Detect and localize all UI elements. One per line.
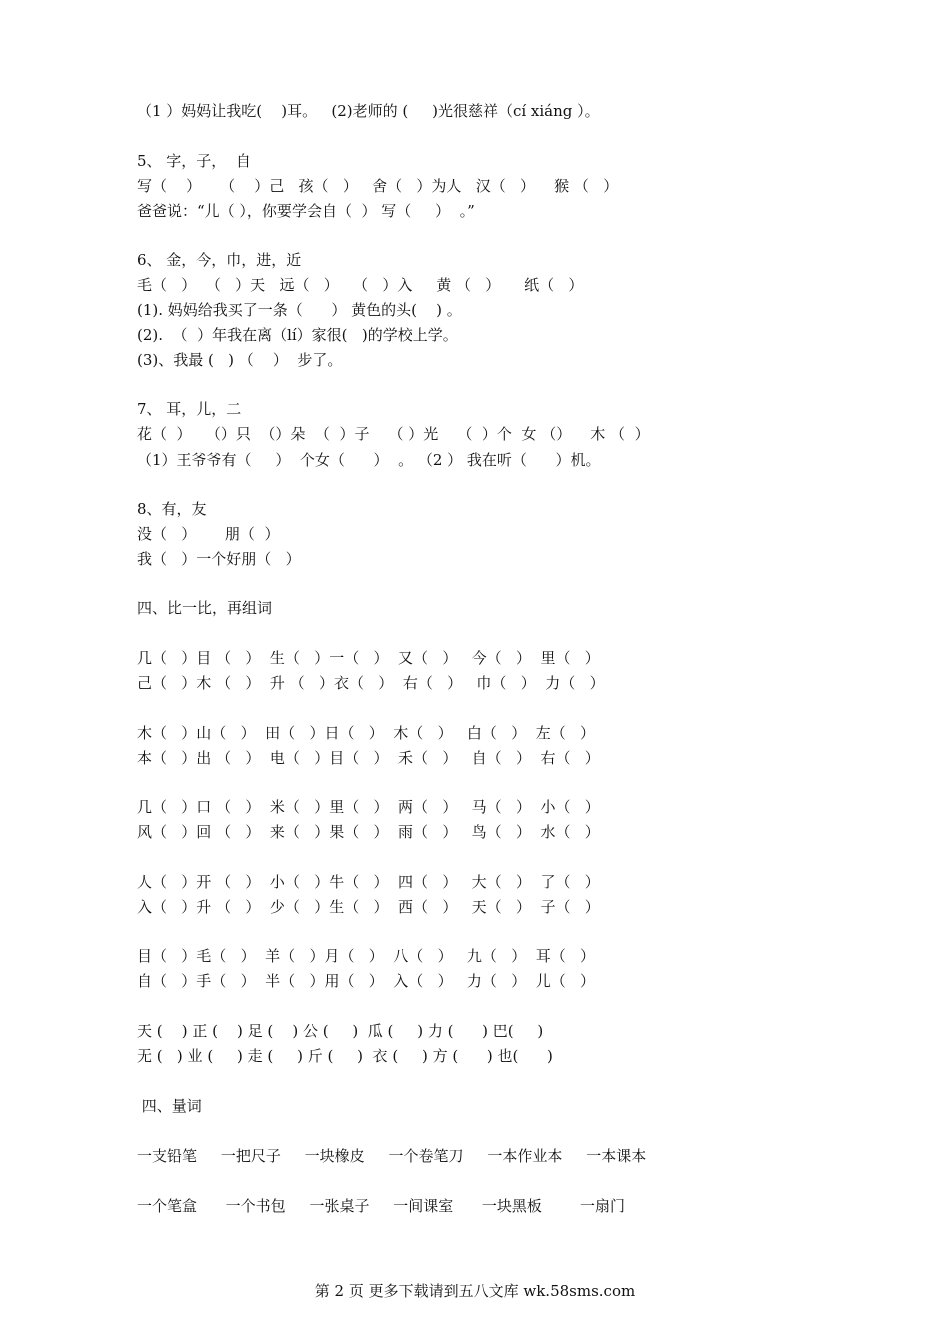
section-heading: 5、 字，子， 自 bbox=[137, 152, 251, 170]
text-line: 我（ ）一个好朋（ ） bbox=[137, 550, 301, 568]
text-line: 一个笔盒 一个书包 一张桌子 一间课室 一块黑板 一扇门 bbox=[137, 1197, 626, 1215]
section-heading: 7、 耳，儿，二 bbox=[137, 400, 242, 418]
section-heading: 8、有，友 bbox=[137, 500, 207, 518]
text-line: 花（ ） （）只 （）朵 （ ）子 （ ）光 （ ）个 女 （） 木 （ ） bbox=[137, 425, 650, 443]
text-line: (3)、我最 ( ) （ ） 步了。 bbox=[137, 351, 343, 369]
text-line: 目（ ）毛（ ） 羊（ ）月（ ） 八（ ） 九（ ） 耳（ ） bbox=[137, 947, 596, 965]
text-line: （1）王爷爷有（ ） 个女（ ） 。 （2 ） 我在听（ ）机。 bbox=[137, 451, 601, 469]
text-line: 本（ ）出 （ ） 电（ ）目（ ） 禾（ ） 自（ ） 右（ ） bbox=[137, 749, 600, 767]
section-heading: 6、 金，今，巾，进，近 bbox=[137, 251, 302, 269]
text-line: 几（ ）目 （ ） 生（ ）一（ ） 又（ ） 今（ ） 里（ ） bbox=[137, 649, 600, 667]
text-line: 人（ ）开 （ ） 小（ ）牛（ ） 四（ ） 大（ ） 了（ ） bbox=[137, 873, 600, 891]
text-line: (2). （ ）年我在离（lí）家很( )的学校上学。 bbox=[137, 326, 458, 344]
text-line: 爸爸说：“儿（ ），你要学会自（ ） 写（ ） 。” bbox=[137, 202, 475, 220]
text-line: 无 ( ) 业 ( ) 走 ( ) 斤 ( ) 衣 ( ) 方 ( ) 也( ) bbox=[137, 1047, 553, 1065]
text-line: 一支铅笔 一把尺子 一块橡皮 一个卷笔刀 一本作业本 一本课本 bbox=[137, 1147, 647, 1165]
text-line: 风（ ）回 （ ） 来（ ）果（ ） 雨（ ） 鸟（ ） 水（ ） bbox=[137, 823, 600, 841]
text-line: 己（ ）木 （ ） 升 （ ）衣（ ） 右（ ） 巾（ ） 力（ ） bbox=[137, 674, 605, 692]
text-line: 木（ ）山（ ） 田（ ）日（ ） 木（ ） 白（ ） 左（ ） bbox=[137, 724, 596, 742]
page-footer: 第 2 页 更多下载请到五八文库 wk.58sms.com bbox=[314, 1282, 636, 1300]
text-line: 天 ( ) 正 ( ) 足 ( ) 公 ( ) 瓜 ( ) 力 ( ) 巴( ) bbox=[137, 1022, 544, 1040]
text-line: 几（ ）口 （ ） 米（ ）里（ ） 两（ ） 马（ ） 小（ ） bbox=[137, 798, 600, 816]
text-line: 入（ ）升 （ ） 少（ ）生（ ） 西（ ） 天（ ） 子（ ） bbox=[137, 898, 600, 916]
text-line: 没（ ） 朋（ ） bbox=[137, 525, 280, 543]
text-line: 写（ ） （ ）己 孩（ ） 舍（ ）为人 汉（ ） 猴 （ ） bbox=[137, 177, 619, 195]
section-heading: 四、比一比，再组词 bbox=[137, 599, 273, 617]
text-line: 自（ ）手（ ） 半（ ）用（ ） 入（ ） 力（ ） 儿（ ） bbox=[137, 972, 596, 990]
text-line: （1 ）妈妈让我吃( )耳。 (2)老师的 ( )光很慈祥（cí xiáng ）。 bbox=[137, 102, 600, 120]
text-line: (1). 妈妈给我买了一条（ ） 黄色的头( ) 。 bbox=[137, 301, 462, 319]
section-heading: 四、量词 bbox=[137, 1097, 202, 1115]
text-line: 毛（ ） （ ）天 远（ ） （ ）入 黄 （ ） 纸（ ） bbox=[137, 276, 584, 294]
